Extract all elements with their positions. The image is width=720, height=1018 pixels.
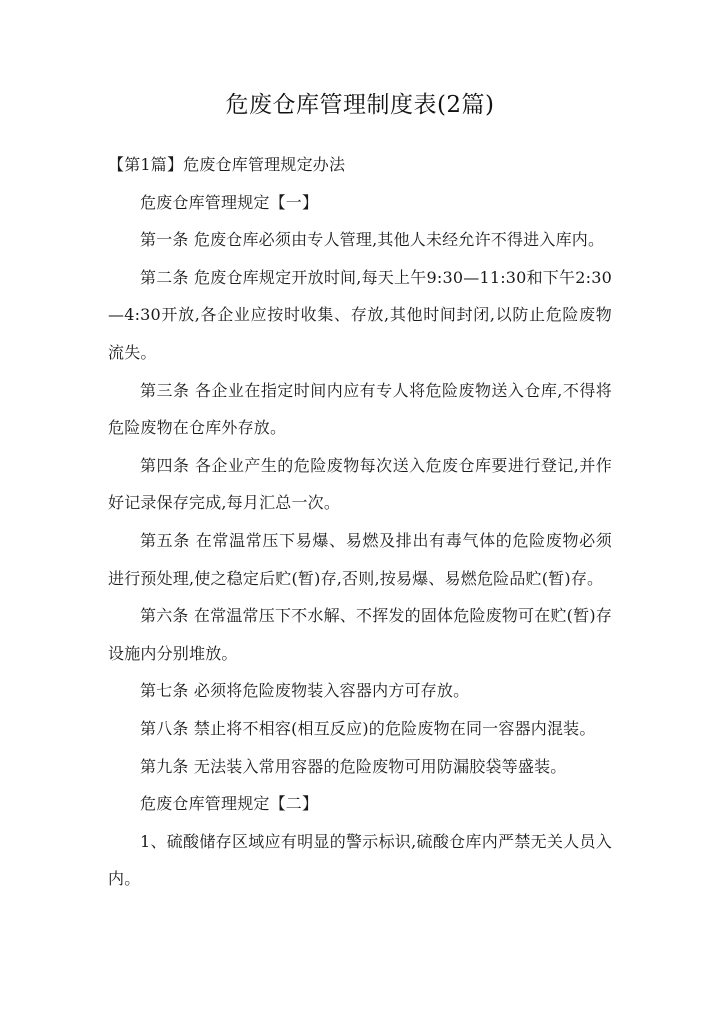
article-paragraph: 第六条 在常温常压下不水解、不挥发的固体危险废物可在贮(暂)存设施内分别堆放。 — [108, 606, 612, 663]
subsection-heading: 危废仓库管理规定【一】 — [140, 192, 319, 212]
document-title: 危废仓库管理制度表(2篇) — [225, 92, 495, 118]
subsection-heading: 危废仓库管理规定【二】 — [140, 794, 319, 814]
article-paragraph: 第四条 各企业产生的危险废物每次送入危废仓库要进行登记,并作好记录保存完成,每月汇总一次。 — [108, 455, 612, 513]
section-heading: 【第1篇】危废仓库管理规定办法 — [108, 155, 346, 174]
article-paragraph: 第一条 危废仓库必须由专人管理,其他人未经允许不得进入库内。 — [140, 230, 605, 250]
article-paragraph: 第八条 禁止将不相容(相互反应)的危险废物在同一容器内混装。 — [140, 718, 596, 738]
document-body — [108, 146, 612, 898]
article-paragraph: 第五条 在常温常压下易爆、易燃及排出有毒气体的危险废物必须进行预处理,使之稳定后贮(暂)存,否则,按易爆、易燃危险品贮(暂)存。 — [108, 530, 612, 588]
article-paragraph: 1、硫酸储存区域应有明显的警示标识,硫酸仓库内严禁无关人员入内。 — [108, 831, 612, 889]
article-paragraph: 第三条 各企业在指定时间内应有专人将危险废物送入仓库,不得将危险废物在仓库外存放。 — [108, 380, 612, 438]
article-paragraph: 第七条 必须将危险废物装入容器内方可存放。 — [140, 681, 470, 701]
article-paragraph: 第二条 危废仓库规定开放时间,每天上午9:30—11:30和下午2:30—4:30开放,各企业应按时收集、存放,其他时间封闭,以防止危险废物流失。 — [108, 267, 612, 362]
article-paragraph: 第九条 无法装入常用容器的危险废物可用防漏胶袋等盛装。 — [140, 756, 567, 776]
